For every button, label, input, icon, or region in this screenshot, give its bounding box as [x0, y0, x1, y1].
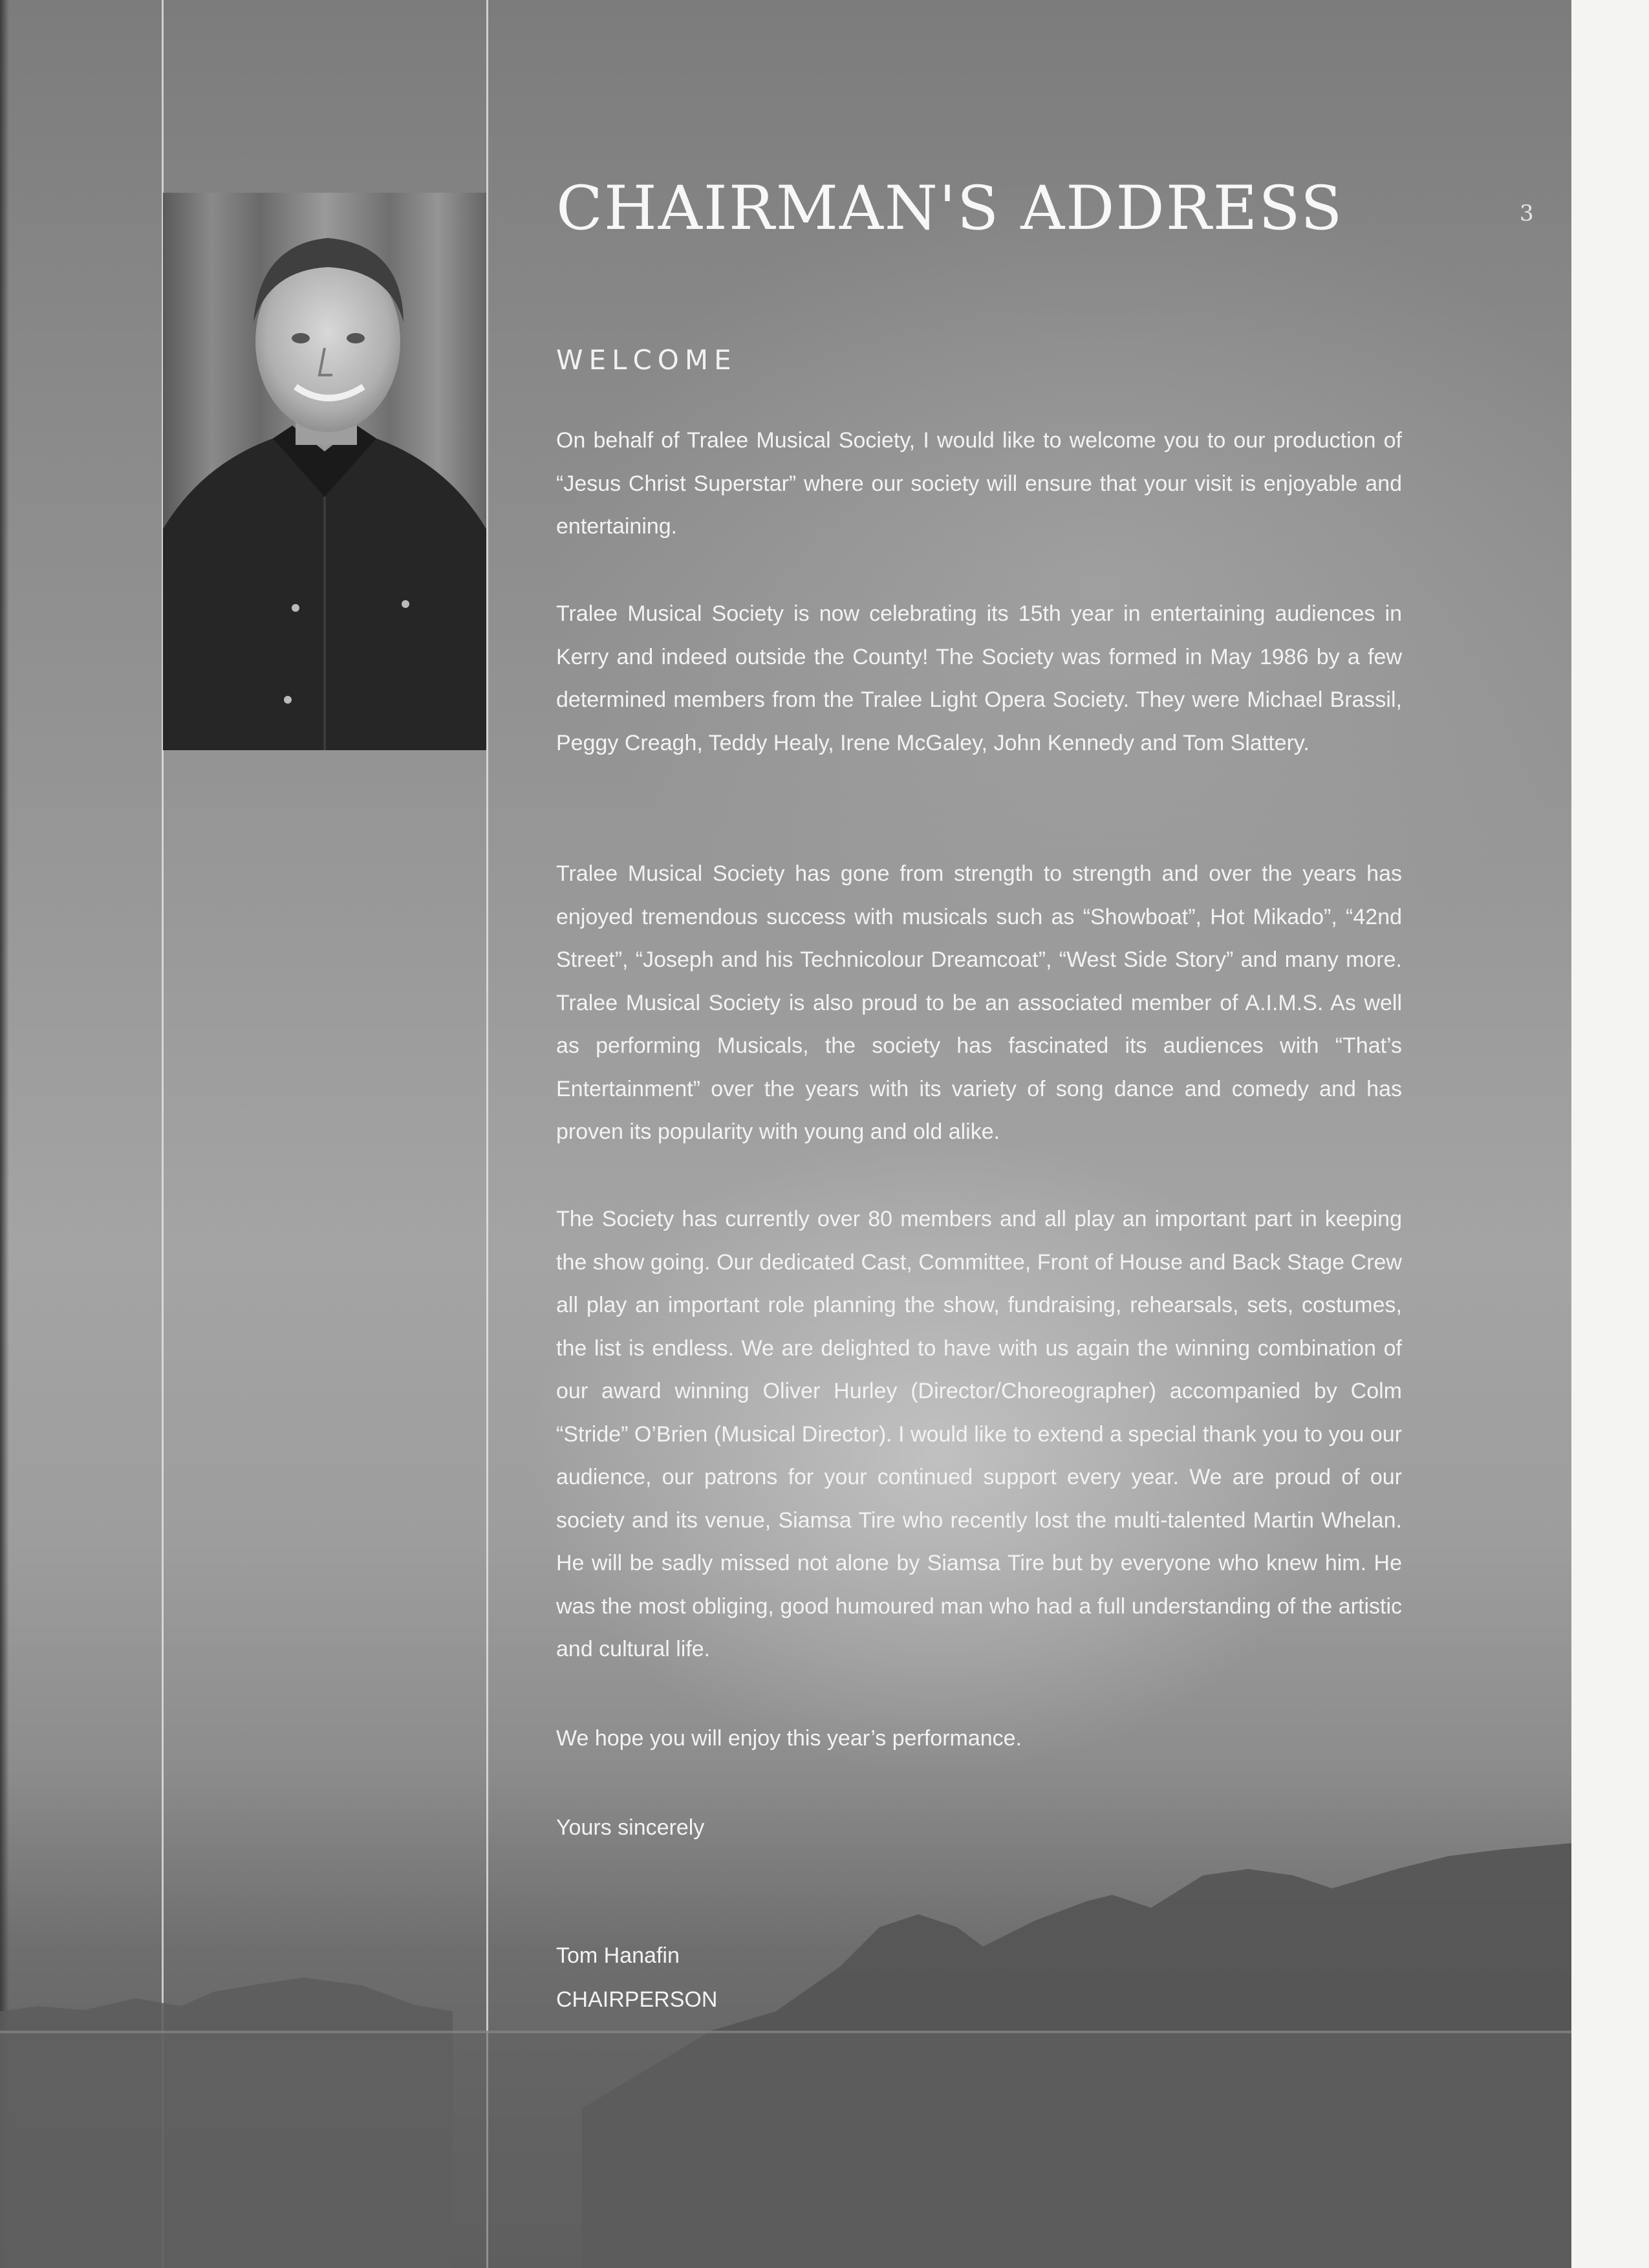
- portrait-image: [163, 193, 486, 750]
- paragraph-success: Tralee Musical Society has gone from strength to strength and over the years has enjoyed tremendous success with musicals such as “Showboat”, Hot Mikado”, “42nd Street”, “Joseph and his Technicolour Dreamcoat”, “West Side Story” and many more. Tralee Musical Society is also proud to be an associated member of A.I.M.S. As well as performing Musicals, the society has fascinated its audiences with “That’s Entertainment” over the years with its variety of song dance and comedy and has proven its popularity with young and old alike.: [556, 861, 1402, 1144]
- paper-margin: [1571, 0, 1649, 2268]
- chairman-portrait: [163, 193, 486, 750]
- section-heading: WELCOME: [556, 344, 737, 376]
- paragraph-members: The Society has currently over 80 members and all play an important part in keeping the show going. Our dedicated Cast, Committee, Front of House and Back Stage Crew all play an important role planning the show, fundraising, rehearsals, sets, costumes, the list is endless. We are delighted to have with us again the winning combination of our award winning Oliver Hurley (Director/Choreographer) accompanied by Colm “Stride” O’Brien (Musical Director). I would like to extend a special thank you to you our audience, our patrons for your continued support every year. We are proud of our society and its venue, Siamsa Tire who recently lost the multi-talented Martin Whelan. He will be sadly missed not alone by Siamsa Tire but by everyone who knew him. He was the most obliging, good humoured man who had a full understanding of the artistic and cultural life.: [556, 1207, 1402, 1661]
- page-number: 3: [1520, 200, 1534, 226]
- mountain-silhouette: [0, 1837, 1571, 2268]
- paragraph-history: Tralee Musical Society is now celebrating its 15th year in entertaining audiences in Kerry and indeed outside the County! The Society was formed in May 1986 by a few determined members from the Tralee Light Opera Society. They were Michael Brassil, Peggy Creagh, Teddy Healy, Irene McGaley, John Kennedy and Tom Slattery.: [556, 601, 1402, 755]
- closing-line: We hope you will enjoy this year’s performance.: [556, 1726, 1022, 1751]
- signature-role: CHAIRPERSON: [556, 1987, 718, 2012]
- page-title: CHAIRMAN'S ADDRESS: [556, 173, 1344, 244]
- paragraph-welcome: On behalf of Tralee Musical Society, I would like to welcome you to our production of “Jesus Christ Superstar” where our society will ensure that your visit is enjoyable and entertaining.: [556, 428, 1402, 539]
- signoff-line: Yours sincerely: [556, 1815, 705, 1840]
- signature-name: Tom Hanafin: [556, 1943, 680, 1968]
